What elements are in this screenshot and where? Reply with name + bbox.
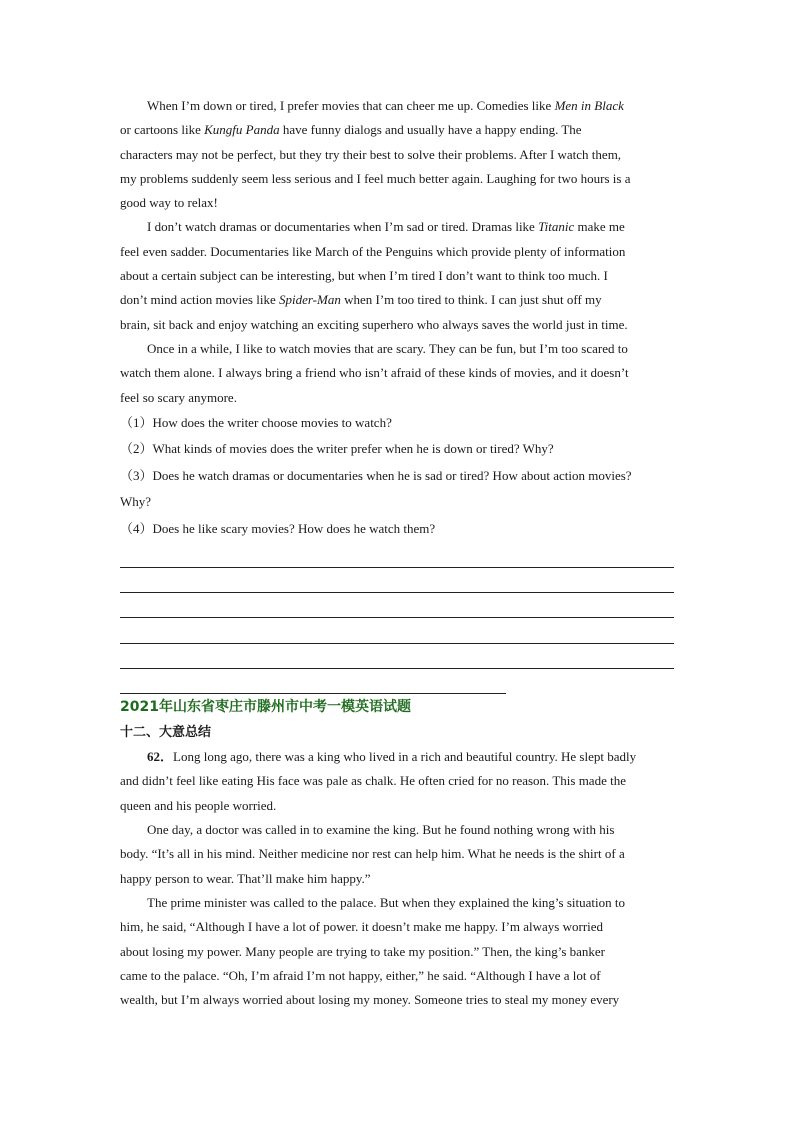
text-line: queen and his people worried. (120, 797, 277, 813)
passage1-paragraph3 (120, 337, 674, 410)
answer-line[interactable] (120, 644, 674, 669)
text-line: don’t mind action movies like Spider-Man when I’m too tired to think. I can just shut off my (120, 292, 602, 308)
question-1: （1）How does the writer choose movies to watch? (120, 414, 392, 430)
text-line: When I’m down or tired, I prefer movies that can cheer me up. Comedies like Men in Black (147, 98, 624, 113)
text-line: and didn’t feel like eating His face was pale as chalk. He often cried for no reason. This made the (120, 773, 626, 789)
answer-line[interactable] (120, 669, 506, 694)
section-title: 十二、大意总结 (120, 725, 212, 741)
question-number: 62． (147, 749, 174, 765)
text-line: body. “It’s all in his mind. Neither medicine nor rest can help him. What he needs is the shirt of a (120, 846, 625, 862)
answer-line[interactable] (120, 593, 674, 618)
text-line: happy person to wear. That’ll make him happy.” (120, 870, 371, 886)
question-3-continued: Why? (120, 494, 152, 510)
text-line: Once in a while, I like to watch movies that are scary. They can be fun, but I’m too scared to (147, 340, 628, 356)
text-line: came to the palace. “Oh, I’m afraid I’m not happy, either,” he said. “Although I have a lot of (120, 967, 601, 983)
question-3: （3）Does he watch dramas or documentaries when he is sad or tired? How about action movies? (120, 467, 632, 483)
text-line: or cartoons like Kungfu Panda have funny dialogs and usually have a happy ending. The (120, 122, 582, 138)
passage2-paragraph3 (120, 891, 674, 1012)
answer-line[interactable] (120, 568, 674, 593)
exam-title: 2021年山东省枣庄市滕州市中考一模英语试题 (120, 699, 411, 716)
text-line: One day, a doctor was called in to examine the king. But he found nothing wrong with his (147, 822, 615, 838)
passage2-paragraph1 (120, 745, 674, 818)
text-line: feel so scary anymore. (120, 389, 237, 405)
text-line: feel even sadder. Documentaries like March of the Penguins which provide plenty of information (120, 243, 626, 259)
answer-area[interactable] (120, 542, 674, 694)
text-line: brain, sit back and enjoy watching an exciting superhero who always saves the world just in time. (120, 316, 628, 332)
answer-line[interactable] (120, 542, 674, 567)
passage1-paragraph2 (120, 215, 674, 336)
text-line: The prime minister was called to the palace. But when they explained the king’s situation to (147, 894, 625, 910)
question-list (120, 410, 674, 543)
text-line: watch them alone. I always bring a friend who isn’t afraid of these kinds of movies, and it doesn’t (120, 365, 629, 381)
text-line: characters may not be perfect, but they try their best to solve their problems. After I watch them, (120, 146, 622, 162)
answer-line[interactable] (120, 618, 674, 643)
text-line: wealth, but I’m always worried about losing my money. Someone tries to steal my money every (120, 992, 620, 1008)
passage1-paragraph1 (120, 94, 674, 215)
question-2: （2）What kinds of movies does the writer prefer when he is down or tired? Why? (120, 441, 554, 457)
passage2-paragraph2 (120, 818, 674, 891)
question-4: （4）Does he like scary movies? How does he watch them? (120, 520, 436, 536)
text-line: good way to relax! (120, 195, 218, 211)
document-page (120, 94, 674, 1012)
text-line: 62．Long long ago, there was a king who lived in a rich and beautiful country. He slept badly (147, 749, 637, 765)
text-line: him, he said, “Although I have a lot of power. it doesn’t make me happy. I’m always worried (120, 919, 604, 935)
text-line: about a certain subject can be interesting, but when I’m tired I don’t want to think too much. I (120, 268, 608, 284)
text-line: about losing my power. Many people are trying to take my position.” Then, the king’s banker (120, 943, 605, 959)
text-line: I don’t watch dramas or documentaries when I’m sad or tired. Dramas like Titanic make me (147, 219, 625, 235)
text-line: my problems suddenly seem less serious and I feel much better again. Laughing for two hours is a (120, 170, 631, 186)
